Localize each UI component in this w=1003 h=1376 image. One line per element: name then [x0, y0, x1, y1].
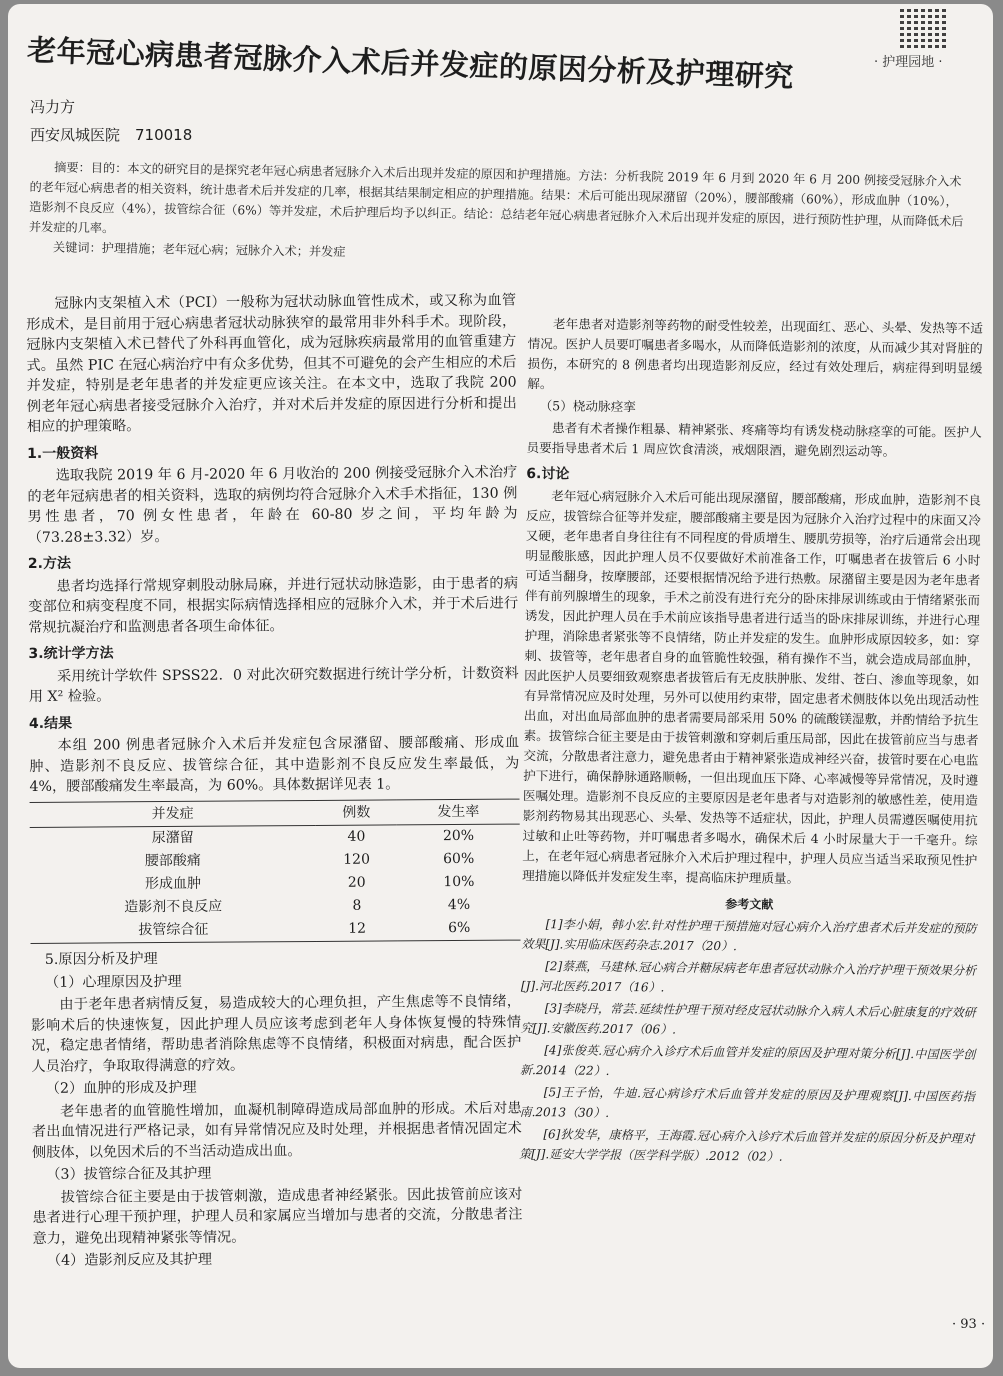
table-cell: 尿潴留: [151, 829, 194, 847]
author-name: 冯力方: [30, 98, 76, 116]
section-paragraph: 本组 200 例患者冠脉介入术后并发症包含尿潴留、腰部酸痛、形成血肿、造影剂不良反应、拔管综合征，其中造影剂不良反应发生率最低，为 4%，腰部酸痛发生率最高，为 60%。具体数据详见表 1。: [29, 734, 520, 795]
page-number: · 93 ·: [952, 1317, 986, 1332]
table-cell: 6%: [398, 917, 521, 941]
discussion-paragraph: 老年冠心病冠脉介入术后可能出现尿潴留，腰部酸痛，形成血肿，造影剂不良反应，拔管综合征等并发症，腰部酸痛主要是因为冠脉介入治疗过程中的床面又冷又硬，老年患者自身往往有不同程度的骨质增生、腰肌劳损等，治疗后通常会出现明显酸胀感，因此护理人员不仅要做好术前准备工作，叮嘱患者在拔管后 6 小时可适当翻身，按摩腰部，还要根据情况给予进行热敷。尿潴留主要是因为老年患者伴有前列腺增生的现象，手术之前没有进行充分的卧床排尿训练或由于情绪紧张而诱发，因此护理人员在手术前应该指导患者进行适当的卧床排尿训练，并进行心理护理，消除患者紧张等不良情绪，防止并发症的发生。血肿形成原因较多，如：穿刺、拔管等，老年患者自身的血管脆性较强，稍有操作不当，就会造成局部血肿，因此医护人员要细致观察患者拔管后有无皮肤肿胀、发绀、苍白、渗血等现象，如有异常情况应及时处理，另外可以使用约束带，固定患者术侧肢体以免出现活动性出血，对出血局部血肿的患者需要局部采用 50% 的硫酸镁湿敷，并酌情给予抗生素。拔管综合征主要是由于拔管刺激和穿刺后重压局部，因此在拔管前应当与患者交流，分散患者注意力，避免患者由于精神紧张造成神经兴奋，拔管时要在心电监护下进行，确保静脉通路顺畅，一但出现血压下降、心率减慢等异常情况，及时遵医嘱处理。造影剂不良反应的主要原因是老年患者与对造影剂的敏感性差，使用造影剂药物易其出现恶心、头晕、发热等不适症状，因此，护理人员需遵医嘱使用抗过敏和止吐等药物，并叮嘱患者多喝水，确保术后 4 小时尿量大于一千毫升。综上，在老年冠心病患者冠脉介入术后护理过程中，护理人员应当适当采取预见性护理措施以降低并发症发生率，提高临床护理质量。: [522, 488, 982, 886]
table-row: [30, 871, 520, 897]
section-paragraph: 患者有术者操作粗暴、精神紧张、疼痛等均有诱发桡动脉痉挛的可能。医护人员要指导患者术后 1 周应饮食清淡，戒烟限酒，避免剧烈运动等。: [526, 420, 982, 459]
reference-item: [4]张俊英.冠心病介入诊疗术后血管并发症的原因及护理对策分析[J].中国医学创新.2014（22）.: [520, 1043, 976, 1078]
subsection-heading: （2）血肿的形成及护理: [45, 1079, 197, 1097]
qr-code: [900, 8, 948, 48]
section-paragraph: 老年患者的血管脆性增加，血凝机制障碍造成局部血肿的形成。术后对患者出血情况进行严格记录，如有异常情况应及时处理，并根据患者情况固定术侧肢体，以免因术后的不当活动造成出血。: [31, 1100, 522, 1161]
reference-item: [3]李晓丹，常芸.延续性护理干预对经皮冠状动脉介入病人术后心脏康复的疗效研究[J].安徽医药.2017（06）.: [520, 1001, 976, 1037]
reference-item: [6]狄发华，康格平，王海霞.冠心病介入诊疗术后血管并发症的原因分析及护理对策[J].延安大学学报（医学科学版）.2012（02）.: [519, 1127, 975, 1164]
table-header: 例数: [315, 799, 397, 825]
article-title: 老年冠心病患者冠脉介入术后并发症的原因分析及护理研究: [26, 32, 795, 94]
section-paragraph: 由于老年患者病情反复，易造成较大的心理负担，产生焦虑等不良情绪，影响术后的快速恢复，因此护理人员应该考虑到老年人身体恢复慢的特殊情况，稳定患者情绪，帮助患者消除焦虑等不良情绪，积极面对病患，配合医护人员治疗，争取取得满意的疗效。: [31, 993, 522, 1075]
subsection-heading: （3）拔管综合征及其护理: [46, 1165, 212, 1183]
table-row: [30, 824, 520, 851]
reference-item: [1]李小娟，韩小宏.针对性护理干预措施对冠心病介入治疗患者术后并发症的预防效果[J].实用临床医药杂志.2017（20）.: [521, 917, 977, 954]
table-cell: 形成血肿: [144, 875, 202, 893]
table-header: 发生率: [397, 799, 520, 825]
table-header: 并发症: [30, 800, 316, 827]
section-heading: 2.方法: [27, 555, 72, 572]
subsection-heading: （4）造影剂反应及其护理: [46, 1251, 213, 1269]
section-heading: 1.一般资料: [27, 445, 99, 462]
table-cell: 8: [352, 897, 362, 914]
section-paragraph: 拔管综合征主要是由于拔管刺激，造成患者神经紧张。因此拔管前应该对患者进行心理干预护理，护理人员和家属应当增加与患者的交流，分散患者注意力，避免出现精神紧张等情况。: [32, 1186, 523, 1247]
table-cell: 12: [316, 917, 398, 941]
column-tag: · 护理园地 ·: [874, 55, 943, 70]
table-row: [30, 848, 520, 874]
table-row: [30, 917, 520, 944]
abstract-text: 摘要：目的：本文的研究目的是探究老年冠心病患者冠脉介入术后出现并发症的原因和护理措施。方法：分析我院 2019 年 6 月到 2020 年 6 月 200 例接受冠脉介入术的老年冠心病患者的相关资料，统计患者术后并发症的几率，根据其结果制定相应的护理措施。结果：术后可能出现尿潴留（20%），腰部酸痛（60%），形成血肿（10%），造影剂不良反应（4%），拔管综合征（6%）等并发症，术后护理后均予以纠正。结论：总结老年冠心病患者冠脉介入术后出现并发症的原因，进行预防性护理，从而降低术后并发症的几率。: [28, 160, 964, 236]
left-column: [26, 291, 523, 1274]
table-cell: 拔管综合征: [30, 918, 316, 943]
section-heading: 4.结果: [28, 715, 73, 732]
table-cell: 120: [343, 851, 371, 868]
section-paragraph: 老年患者对造影剂等药物的耐受性较差，出现面红、恶心、头晕、发热等不适情况。医护人员要叮嘱患者多喝水，从而降低造影剂的浓度，从而减少其对肾脏的损伤，本研究的 8 例患者均出现造影剂反应，经过有效处理后，病症得到明显缓解。: [527, 316, 983, 392]
references: [519, 892, 977, 1169]
section-heading: 3.统计学方法: [28, 645, 114, 662]
keywords: 关键词：护理措施；老年冠心病；冠脉介入术；并发症: [52, 240, 346, 259]
table-cell: 60%: [443, 850, 475, 868]
table-cell: 4%: [447, 896, 471, 914]
reference-item: [2]蔡燕，马建林.冠心病合并糖尿病老年患者冠状动脉介入治疗护理干预效果分析[J].河北医药.2017（16）.: [520, 959, 977, 995]
subsection-heading: （1）心理原因及护理: [44, 973, 182, 991]
section-heading: 6.讨论: [526, 465, 570, 483]
table-cell: 20: [347, 874, 366, 891]
section-paragraph: 选取我院 2019 年 6 月-2020 年 6 月收治的 200 例接受冠脉介入术治疗的老年冠病患者的相关资料，选取的病例均符合冠脉介入术手术指征，130 例男性患者，70 例女性患者，年龄在 60-80 岁之间，平均年龄为（73.28±3.32）岁。: [27, 464, 518, 546]
section-paragraph: 患者均选择行常规穿刺股动脉局麻，并进行冠状动脉造影，由于患者的病变部位和病变程度不同，根据实际病情选择相应的冠脉介入术，并于术后进行常规抗凝治疗和监测患者各项生命体征。: [28, 575, 519, 636]
reference-item: [5]王子怡，牛迪.冠心病诊疗术后血管并发症的原因及护理观察[J].中国医药指南.2013（30）.: [519, 1085, 975, 1120]
table-row: [30, 894, 520, 920]
results-table: [30, 798, 521, 944]
table-cell: 10%: [443, 873, 475, 891]
table-cell: 造影剂不良反应: [124, 898, 223, 916]
right-column: [519, 314, 983, 1171]
table-cell: 20%: [442, 827, 475, 845]
journal-page: [8, 4, 993, 1368]
section-paragraph: 采用统计学软件 SPSS22．0 对此次研究数据进行统计学分析，计数资料用 X² 检验。: [28, 665, 519, 705]
author-affiliation: 西安凤城医院 710018: [30, 126, 193, 144]
subsection-heading: （5）桡动脉痉挛: [539, 398, 636, 415]
intro-paragraph: 冠脉内支架植入术（PCI）一般称为冠状动脉血管性成术，或又称为血管形成术，是目前用于冠心病患者冠状动脉狭窄的最常用非外科手术。现阶段，冠脉内支架植入术已替代了外科再血管化，成为冠脉疾病最常用的血管重建方式。虽然 PIC 在冠心病治疗中有众多优势，但其不可避免的会产生相应的术后并发症，特别是老年患者的并发症更应该关注。在本文中，选取了我院 200 例老年冠心病患者接受冠脉介入治疗，并对术后并发症的原因进行分析和提出相应的护理策略。: [26, 292, 517, 435]
table-cell: 40: [347, 828, 366, 845]
references-heading: 参考文献: [725, 897, 774, 912]
section-heading: 5.原因分析及护理: [44, 951, 158, 968]
abstract-block: [28, 157, 969, 272]
table-cell: 腰部酸痛: [144, 852, 201, 870]
